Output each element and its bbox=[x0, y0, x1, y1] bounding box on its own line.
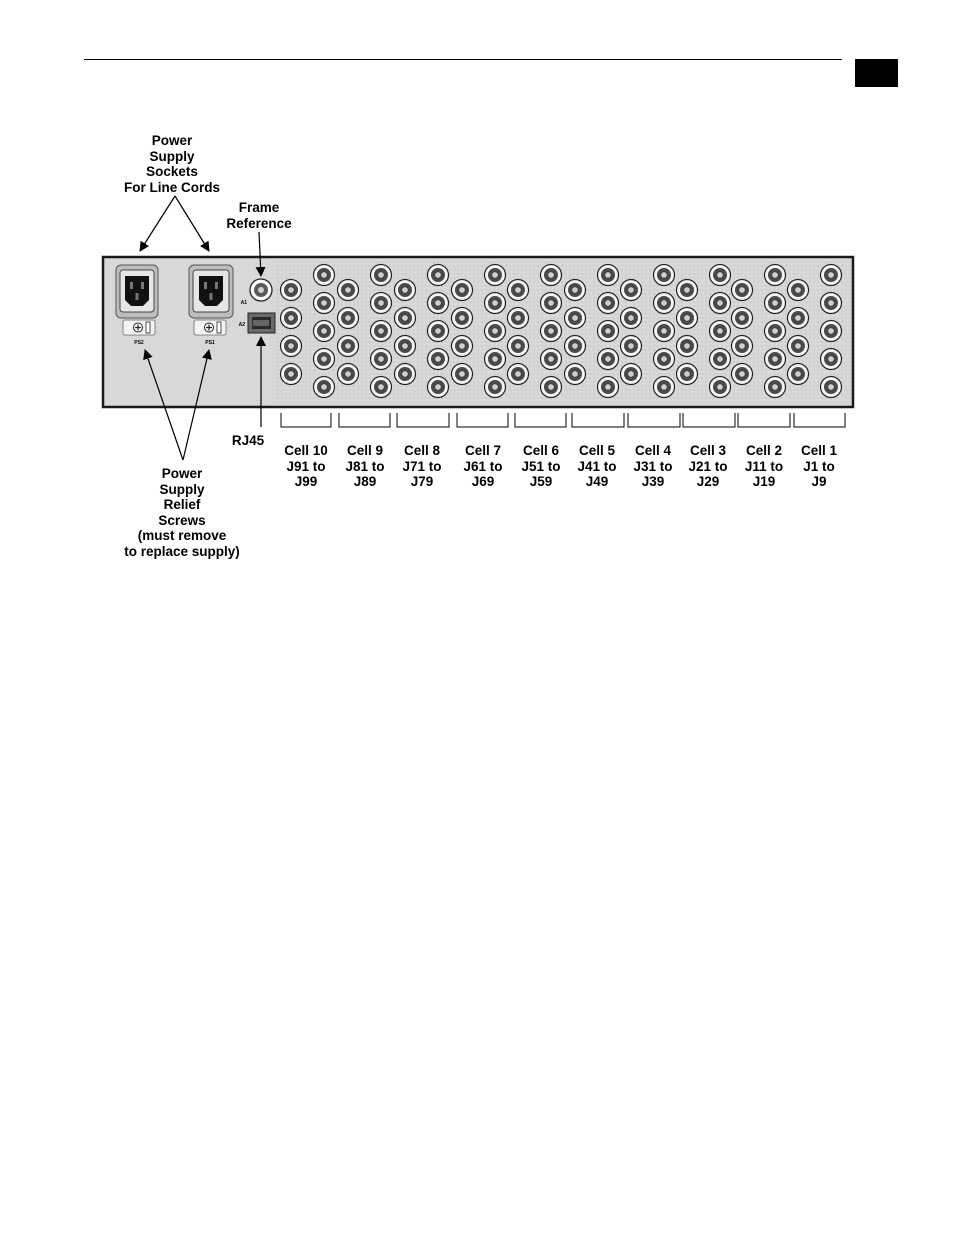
bnc-connector-cell5-right-3[interactable] bbox=[598, 321, 619, 342]
bnc-connector-cell5-right-1[interactable] bbox=[598, 265, 619, 286]
bnc-connector-cell5-left-3[interactable] bbox=[565, 336, 586, 357]
bnc-connector-cell7-right-5[interactable] bbox=[485, 377, 506, 398]
bnc-connector-cell3-left-1[interactable] bbox=[677, 280, 698, 301]
bnc-connector-cell10-left-1[interactable] bbox=[281, 280, 302, 301]
bnc-connector-cell5-left-4[interactable] bbox=[565, 364, 586, 385]
bnc-connector-cell3-left-3[interactable] bbox=[677, 336, 698, 357]
bnc-connector-cell10-left-4[interactable] bbox=[281, 364, 302, 385]
cell-bracket-8 bbox=[397, 413, 449, 427]
bnc-connector-cell3-left-4[interactable] bbox=[677, 364, 698, 385]
bnc-connector-cell9-right-4[interactable] bbox=[371, 349, 392, 370]
bnc-connector-cell1-left-1[interactable] bbox=[788, 280, 809, 301]
bnc-connector-cell7-right-2[interactable] bbox=[485, 293, 506, 314]
frame-reference-connector[interactable] bbox=[250, 279, 272, 301]
a1-label: A1 bbox=[240, 300, 247, 306]
cell-bracket-10 bbox=[281, 413, 331, 427]
bnc-connector-cell7-right-4[interactable] bbox=[485, 349, 506, 370]
bnc-connector-cell4-right-1[interactable] bbox=[654, 265, 675, 286]
bnc-connector-cell1-right-2[interactable] bbox=[821, 293, 842, 314]
bnc-connector-cell10-right-1[interactable] bbox=[314, 265, 335, 286]
bnc-connector-cell1-left-3[interactable] bbox=[788, 336, 809, 357]
rj45-port[interactable] bbox=[248, 313, 275, 333]
bnc-connector-cell4-right-4[interactable] bbox=[654, 349, 675, 370]
bnc-connector-cell2-right-1[interactable] bbox=[765, 265, 786, 286]
bnc-connector-cell7-right-1[interactable] bbox=[485, 265, 506, 286]
bnc-connector-cell6-right-3[interactable] bbox=[541, 321, 562, 342]
bnc-connector-cell6-right-4[interactable] bbox=[541, 349, 562, 370]
bnc-connector-cell6-right-5[interactable] bbox=[541, 377, 562, 398]
bnc-connector-cell7-left-1[interactable] bbox=[452, 280, 473, 301]
bnc-connector-cell3-right-3[interactable] bbox=[710, 321, 731, 342]
bnc-connector-cell9-left-1[interactable] bbox=[338, 280, 359, 301]
bnc-connector-cell8-right-5[interactable] bbox=[428, 377, 449, 398]
bnc-connector-cell1-right-1[interactable] bbox=[821, 265, 842, 286]
bnc-connector-cell8-left-1[interactable] bbox=[395, 280, 416, 301]
cell-label-4: Cell 4 J31 to J39 bbox=[633, 443, 673, 489]
relief-screw-ps2[interactable] bbox=[123, 320, 155, 335]
cell-label-5: Cell 5 J41 to J49 bbox=[577, 443, 617, 489]
bnc-connector-cell4-left-1[interactable] bbox=[621, 280, 642, 301]
bnc-connector-cell2-left-2[interactable] bbox=[732, 308, 753, 329]
bnc-connector-cell6-left-2[interactable] bbox=[508, 308, 529, 329]
cell-label-10: Cell 10 J91 to J99 bbox=[284, 443, 328, 489]
bnc-connector-cell6-right-1[interactable] bbox=[541, 265, 562, 286]
callout-rj45: RJ45 bbox=[231, 433, 265, 448]
bnc-connector-cell4-right-5[interactable] bbox=[654, 377, 675, 398]
cell-bracket-2 bbox=[738, 413, 790, 427]
bnc-connector-cell9-left-4[interactable] bbox=[338, 364, 359, 385]
bnc-connector-cell10-right-5[interactable] bbox=[314, 377, 335, 398]
bnc-connector-cell8-left-3[interactable] bbox=[395, 336, 416, 357]
bnc-connector-cell5-right-5[interactable] bbox=[598, 377, 619, 398]
bnc-connector-cell6-left-3[interactable] bbox=[508, 336, 529, 357]
bnc-connector-cell4-right-2[interactable] bbox=[654, 293, 675, 314]
cell-bracket-1 bbox=[794, 413, 845, 427]
bnc-connector-cell8-right-4[interactable] bbox=[428, 349, 449, 370]
cell-bracket-9 bbox=[339, 413, 390, 427]
bnc-connector-cell9-left-2[interactable] bbox=[338, 308, 359, 329]
bnc-connector-cell8-left-2[interactable] bbox=[395, 308, 416, 329]
ps2-label: PS2 bbox=[134, 340, 144, 346]
cell-label-6: Cell 6 J51 to J59 bbox=[521, 443, 561, 489]
bnc-connector-cell7-left-2[interactable] bbox=[452, 308, 473, 329]
bnc-connector-cell7-right-3[interactable] bbox=[485, 321, 506, 342]
bnc-connector-cell1-right-4[interactable] bbox=[821, 349, 842, 370]
callout-relief-screws: Power Supply Relief Screws (must remove to replace supply) bbox=[124, 466, 240, 559]
bnc-connector-cell4-left-4[interactable] bbox=[621, 364, 642, 385]
cell-bracket-7 bbox=[457, 413, 508, 427]
bnc-connector-cell9-right-3[interactable] bbox=[371, 321, 392, 342]
bnc-connector-cell10-right-4[interactable] bbox=[314, 349, 335, 370]
bnc-connector-cell4-left-2[interactable] bbox=[621, 308, 642, 329]
cell-label-2: Cell 2 J11 to J19 bbox=[744, 443, 784, 489]
callout-frame-reference: Frame Reference bbox=[226, 200, 292, 231]
bnc-connector-cell5-left-1[interactable] bbox=[565, 280, 586, 301]
cell-bracket-4 bbox=[628, 413, 680, 427]
bnc-connector-cell1-left-4[interactable] bbox=[788, 364, 809, 385]
callout-power-sockets: Power Supply Sockets For Line Cords bbox=[123, 133, 220, 195]
bnc-connector-cell6-left-4[interactable] bbox=[508, 364, 529, 385]
bnc-connector-cell2-left-3[interactable] bbox=[732, 336, 753, 357]
bnc-connector-cell10-left-3[interactable] bbox=[281, 336, 302, 357]
bnc-connector-cell4-left-3[interactable] bbox=[621, 336, 642, 357]
bnc-connector-cell10-right-2[interactable] bbox=[314, 293, 335, 314]
bnc-connector-cell5-right-4[interactable] bbox=[598, 349, 619, 370]
cell-label-3: Cell 3 J21 to J29 bbox=[688, 443, 728, 489]
bnc-connector-cell5-left-2[interactable] bbox=[565, 308, 586, 329]
bnc-connector-cell2-right-2[interactable] bbox=[765, 293, 786, 314]
bnc-connector-cell1-right-3[interactable] bbox=[821, 321, 842, 342]
power-socket-ps1[interactable] bbox=[189, 265, 233, 318]
bnc-connector-cell7-left-3[interactable] bbox=[452, 336, 473, 357]
bnc-connector-cell10-right-3[interactable] bbox=[314, 321, 335, 342]
cell-label-1: Cell 1 J1 to J9 bbox=[800, 443, 838, 489]
bnc-connector-cell2-right-5[interactable] bbox=[765, 377, 786, 398]
cell-label-9: Cell 9 J81 to J89 bbox=[345, 443, 385, 489]
ps1-label: PS1 bbox=[205, 340, 215, 346]
bnc-connector-cell3-right-5[interactable] bbox=[710, 377, 731, 398]
cell-bracket-3 bbox=[683, 413, 735, 427]
a2-label: A2 bbox=[238, 322, 245, 328]
bnc-connector-cell2-right-3[interactable] bbox=[765, 321, 786, 342]
bnc-connector-cell2-right-4[interactable] bbox=[765, 349, 786, 370]
bnc-connector-cell9-right-5[interactable] bbox=[371, 377, 392, 398]
bnc-connector-cell3-left-2[interactable] bbox=[677, 308, 698, 329]
bnc-connector-cell8-left-4[interactable] bbox=[395, 364, 416, 385]
bnc-connector-cell10-left-2[interactable] bbox=[281, 308, 302, 329]
bnc-connector-cell6-left-1[interactable] bbox=[508, 280, 529, 301]
cell-brackets bbox=[281, 413, 845, 427]
arrow-to-ps2-socket bbox=[140, 196, 175, 251]
bnc-connector-cell9-right-2[interactable] bbox=[371, 293, 392, 314]
bnc-connector-cell2-left-4[interactable] bbox=[732, 364, 753, 385]
bnc-connector-cell6-right-2[interactable] bbox=[541, 293, 562, 314]
cell-label-8: Cell 8 J71 to J79 bbox=[402, 443, 442, 489]
bnc-connector-cell9-left-3[interactable] bbox=[338, 336, 359, 357]
bnc-connector-cell8-right-1[interactable] bbox=[428, 265, 449, 286]
power-socket-ps2[interactable] bbox=[116, 265, 158, 318]
bnc-connector-cell8-right-3[interactable] bbox=[428, 321, 449, 342]
bnc-connector-cell7-left-4[interactable] bbox=[452, 364, 473, 385]
bnc-connector-cell4-right-3[interactable] bbox=[654, 321, 675, 342]
cell-label-7: Cell 7 J61 to J69 bbox=[463, 443, 503, 489]
cell-bracket-5 bbox=[572, 413, 624, 427]
bnc-connector-cell3-right-4[interactable] bbox=[710, 349, 731, 370]
cell-bracket-6 bbox=[515, 413, 566, 427]
bnc-connector-cell3-right-2[interactable] bbox=[710, 293, 731, 314]
bnc-connector-cell1-right-5[interactable] bbox=[821, 377, 842, 398]
bnc-connector-cell9-right-1[interactable] bbox=[371, 265, 392, 286]
bnc-connector-cell8-right-2[interactable] bbox=[428, 293, 449, 314]
bnc-connector-cell3-right-1[interactable] bbox=[710, 265, 731, 286]
bnc-connector-cell2-left-1[interactable] bbox=[732, 280, 753, 301]
bnc-connector-cell1-left-2[interactable] bbox=[788, 308, 809, 329]
bnc-connector-cell5-right-2[interactable] bbox=[598, 293, 619, 314]
arrow-to-ps1-socket bbox=[175, 196, 209, 251]
relief-screw-ps1[interactable] bbox=[194, 320, 226, 335]
